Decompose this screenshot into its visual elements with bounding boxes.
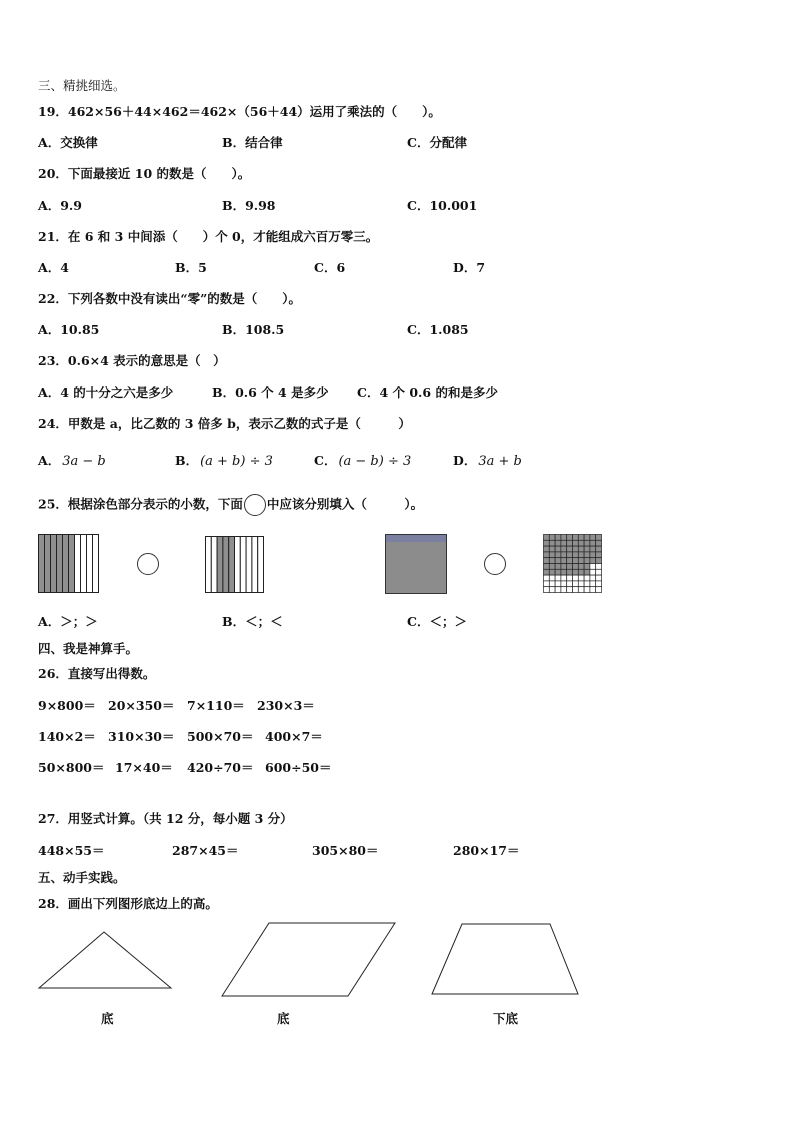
q28-trapezoid <box>431 922 581 996</box>
q22-option-c: C．1.085 <box>407 322 469 337</box>
q25-text-after: 中应该分别填入（ ）。 <box>266 496 424 512</box>
q23-option-a: A．4 的十分之六是多少 <box>38 385 174 400</box>
section-title-4: 四、我是神算手。 <box>38 641 139 656</box>
q24-option-a <box>38 453 106 470</box>
q25-option-a: A．＞；＞ <box>38 614 98 629</box>
q23-option-c: C．4 个 0.6 的和是多少 <box>357 385 498 400</box>
q26-item: 420÷70＝ <box>187 760 254 775</box>
q24-option-c <box>314 453 411 470</box>
q22-option-a: A．10.85 <box>38 322 100 337</box>
q26-item: 50×800＝ <box>38 760 105 775</box>
q25-inline-circle-icon <box>244 494 266 516</box>
q28-trapezoid-base-label: 下底 <box>493 1011 519 1026</box>
q26-item: 600÷50＝ <box>265 760 332 775</box>
q28-parallelogram-base-label: 底 <box>277 1011 290 1026</box>
q20-option-a: A．9.9 <box>38 198 82 213</box>
q24-option-d-label: D． <box>453 453 477 468</box>
q24-option-b <box>175 453 273 470</box>
q24-option-b-expr: (a + b) ÷ 3 <box>200 454 273 469</box>
question-19: 19．462×56＋44×462＝462×（56＋44）运用了乘法的（ ）。 <box>38 104 441 119</box>
q27-item: 448×55＝ <box>38 843 105 858</box>
q25-text-before: 25．根据涂色部分表示的小数，下面 <box>38 496 243 512</box>
q24-option-d-expr: 3a + b <box>478 454 522 469</box>
q28-triangle-base-label: 底 <box>101 1011 114 1026</box>
q21-option-b: B．5 <box>175 260 207 275</box>
q24-option-d <box>453 453 522 470</box>
question-22: 22．下列各数中没有读出“零”的数是（ ）。 <box>38 291 302 306</box>
q25-figure-tenths-1 <box>38 534 100 594</box>
q25-compare-circle-1 <box>137 553 159 575</box>
q25-figure-tenths-2 <box>205 536 265 594</box>
q25-option-b: B．＜；＜ <box>222 614 283 629</box>
q19-option-b: B．结合律 <box>222 135 283 150</box>
q26-item: 140×2＝ <box>38 729 96 744</box>
q27-item: 287×45＝ <box>172 843 239 858</box>
q25-figure-whole-square <box>385 534 448 595</box>
q26-item: 9×800＝ <box>38 698 96 713</box>
q24-option-b-label: B． <box>175 453 199 468</box>
q26-item: 230×3＝ <box>257 698 315 713</box>
q23-option-b: B．0.6 个 4 是多少 <box>212 385 329 400</box>
q24-option-c-expr: (a − b) ÷ 3 <box>338 454 412 469</box>
q26-item: 400×7＝ <box>265 729 323 744</box>
q26-item: 500×70＝ <box>187 729 254 744</box>
q21-option-a: A．4 <box>38 260 69 275</box>
q26-item: 20×350＝ <box>108 698 175 713</box>
q24-option-c-label: C． <box>314 453 337 468</box>
q25-figure-hundredths-grid <box>543 534 603 594</box>
q27-item: 305×80＝ <box>312 843 379 858</box>
section-title-3: 三、精挑细选。 <box>38 78 126 93</box>
q27-item: 280×17＝ <box>453 843 520 858</box>
q28-triangle <box>38 930 173 990</box>
question-24: 24．甲数是 a，比乙数的 3 倍多 b，表示乙数的式子是（ ） <box>38 416 411 431</box>
q19-option-a: A．交换律 <box>38 135 98 150</box>
q21-option-c: C．6 <box>314 260 346 275</box>
question-25 <box>38 494 423 516</box>
question-21: 21．在 6 和 3 中间添（ ）个 0，才能组成六百万零三。 <box>38 229 379 244</box>
q22-option-b: B．108.5 <box>222 322 285 337</box>
q25-option-c: C．＜；＞ <box>407 614 467 629</box>
question-20: 20．下面最接近 10 的数是（ ）。 <box>38 166 251 181</box>
q19-option-c: C．分配律 <box>407 135 467 150</box>
q26-item: 7×110＝ <box>187 698 245 713</box>
question-26: 26．直接写出得数。 <box>38 666 156 681</box>
q21-option-d: D．7 <box>453 260 486 275</box>
q24-option-a-label: A． <box>38 453 61 468</box>
q26-item: 17×40＝ <box>115 760 173 775</box>
q20-option-b: B．9.98 <box>222 198 276 213</box>
q20-option-c: C．10.001 <box>407 198 478 213</box>
question-27: 27．用竖式计算。（共 12 分，每小题 3 分） <box>38 811 293 826</box>
q25-compare-circle-2 <box>484 553 506 575</box>
q24-option-a-expr: 3a − b <box>62 454 106 469</box>
question-23: 23．0.6×4 表示的意思是（ ） <box>38 353 226 368</box>
q26-item: 310×30＝ <box>108 729 175 744</box>
section-title-5: 五、动手实践。 <box>38 870 126 885</box>
q28-parallelogram <box>221 921 397 998</box>
question-28: 28．画出下列图形底边上的高。 <box>38 896 218 911</box>
